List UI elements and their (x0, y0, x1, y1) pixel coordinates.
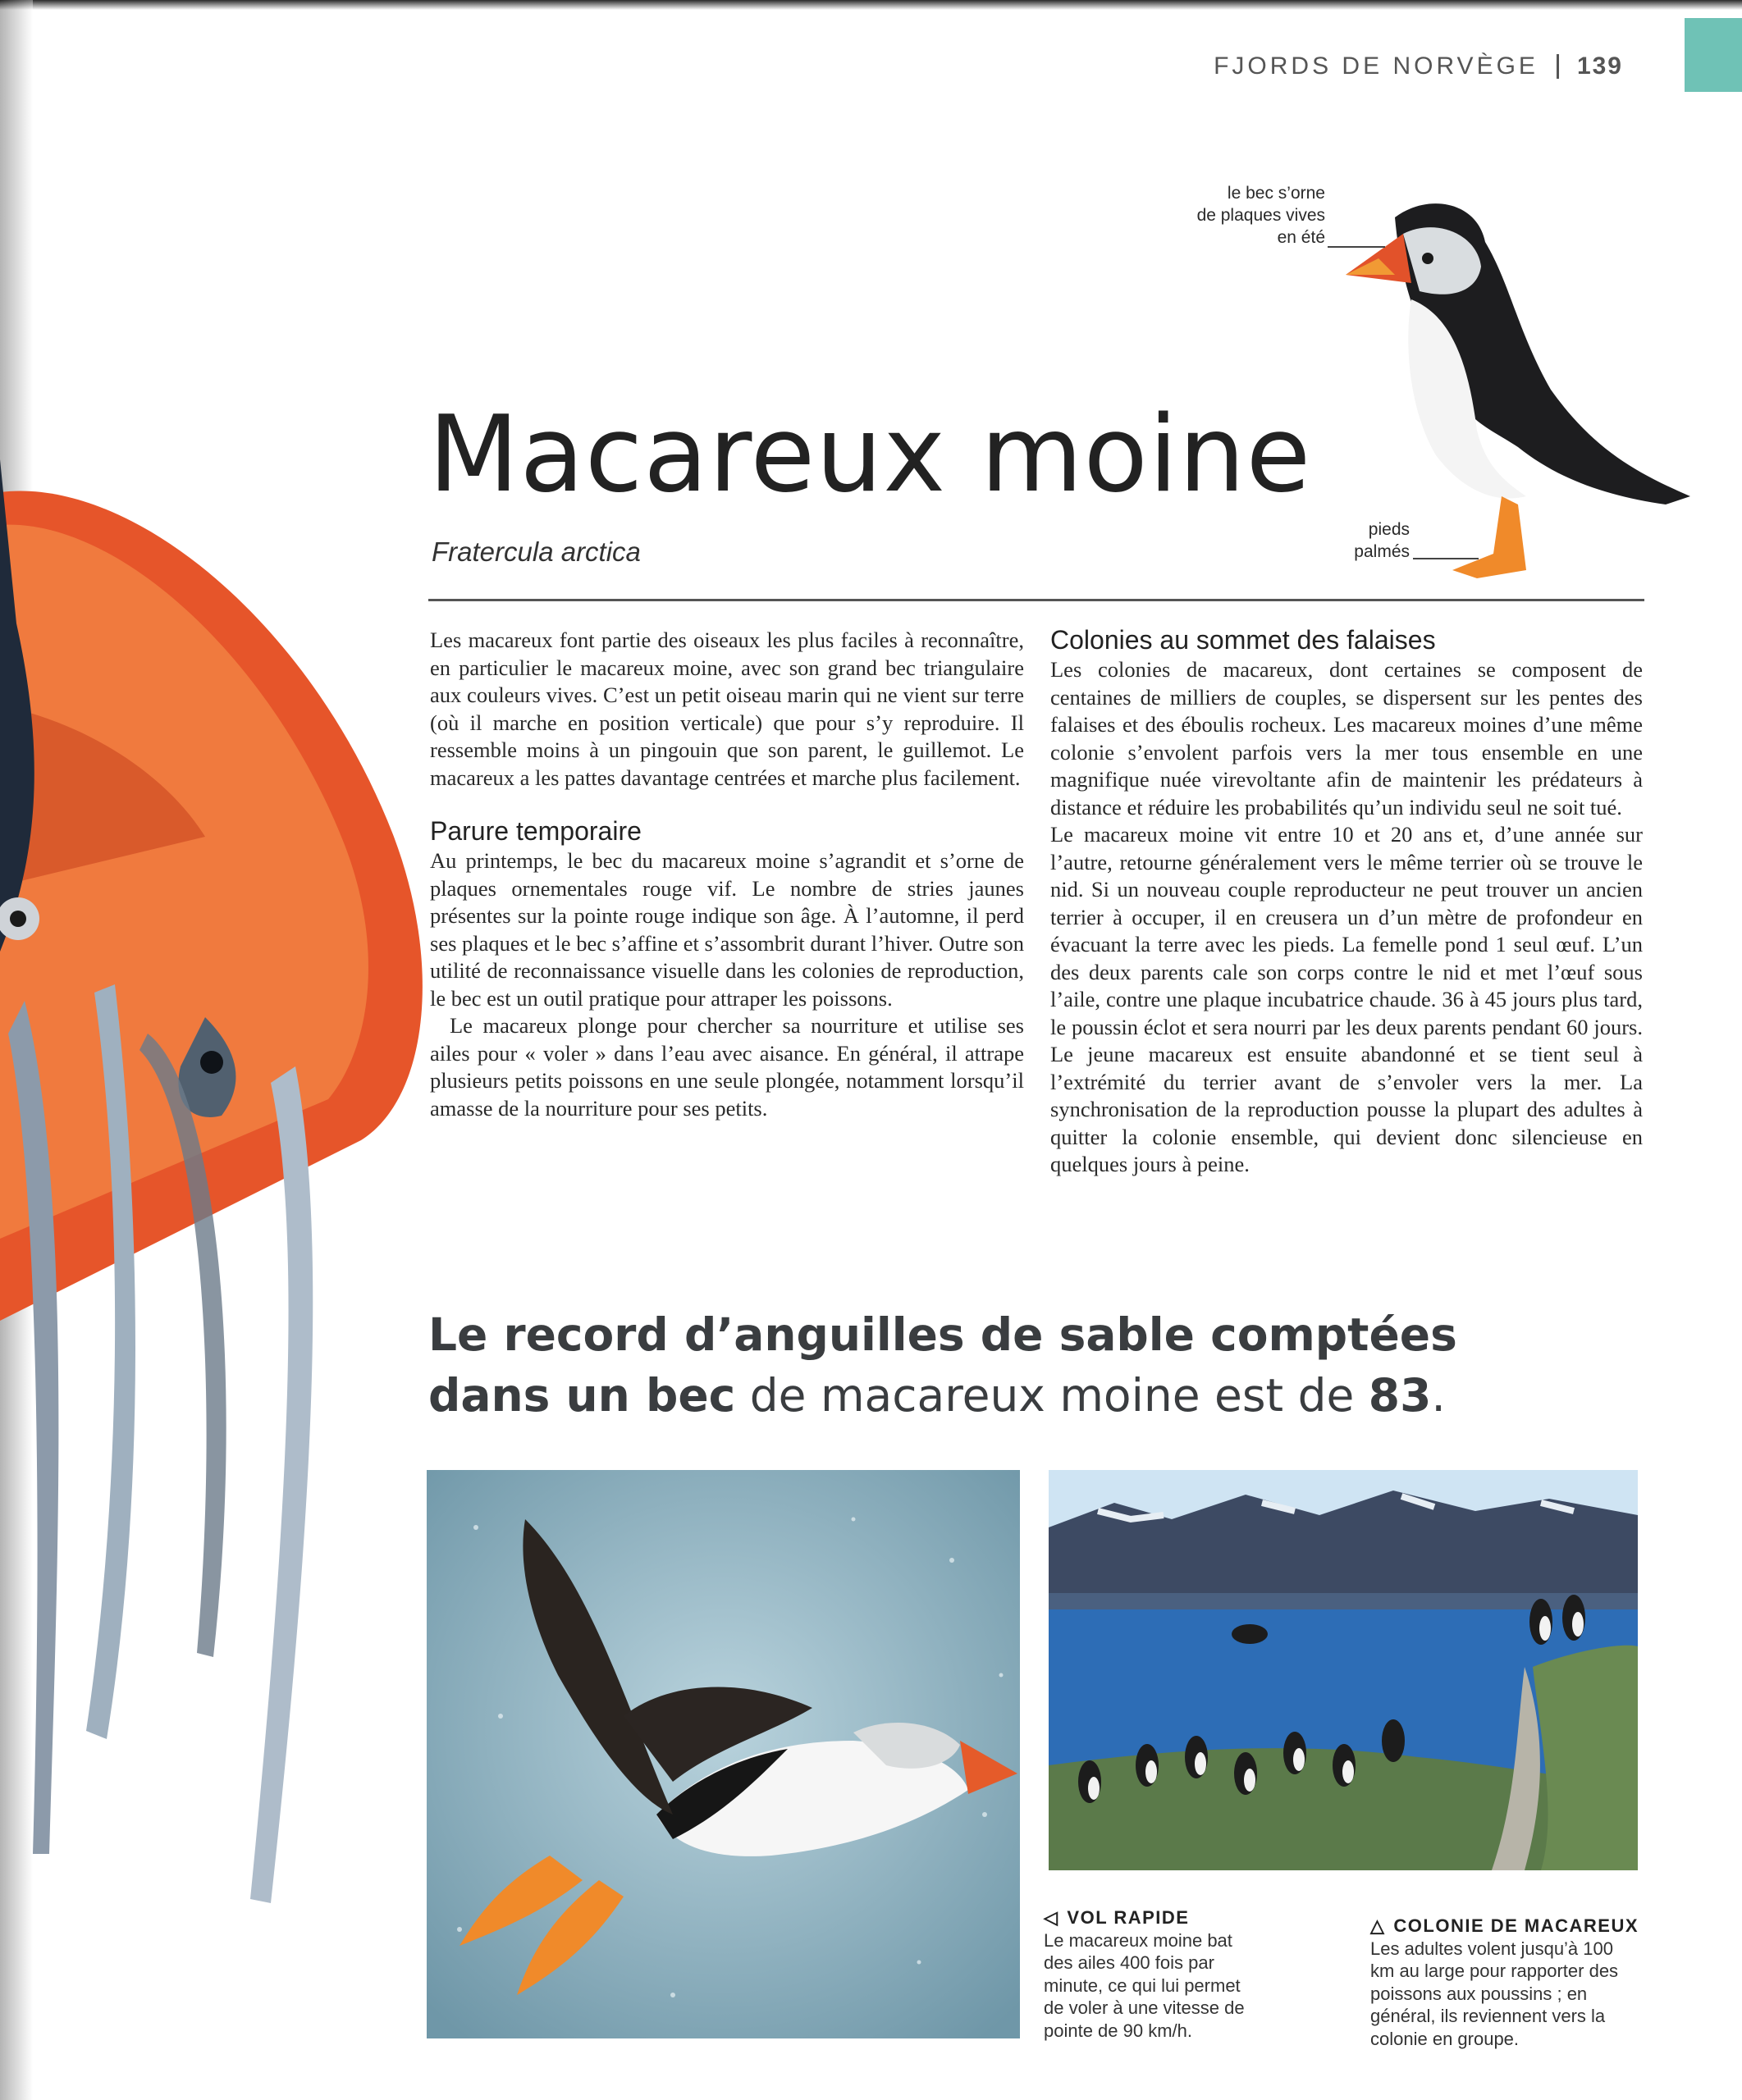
puffin-with-fish-image (0, 459, 443, 1952)
callout-feet-line-1: pieds (1368, 520, 1410, 539)
caption-colony-title (1370, 1915, 1641, 1938)
callout-feet-line-2: palmés (1354, 542, 1410, 561)
callout-beak-line-2: de plaques vives (1196, 206, 1325, 225)
callout-beak-line-3: en été (1277, 228, 1325, 247)
caption-flight (1044, 1906, 1265, 2042)
chapter-tab-marker (1685, 18, 1742, 92)
section-heading-parure: Parure temporaire (430, 816, 642, 846)
caption-flight-title (1044, 1906, 1265, 1929)
callout-feet (1313, 518, 1410, 563)
running-header (1214, 52, 1623, 80)
intro-paragraph: Les macareux font partie des oiseaux les plus faciles à reconnaître, en particulier le macareux moine, avec son grand bec triangulaire aux couleurs vives. C’est un petit oiseau marin qui ne vient sur terre (où il marche en position verticale) que pour s’y reproduire. Il ressemble moins à un pingouin que son parent, le guillemot. Le macareux a les pattes davantage centrées et marche plus facilement. (430, 628, 1024, 790)
puffin-colony-photo (1049, 1470, 1638, 1870)
caption-colony (1370, 1915, 1641, 2050)
article-title: Macareux moine (428, 394, 1312, 516)
text-column-left (430, 627, 1024, 1122)
section-heading-colonies: Colonies au sommet des falaises (1050, 625, 1436, 655)
title-rule (428, 599, 1644, 601)
parure-paragraph-2: Le macareux plonge pour chercher sa nourriture et utilise ses ailes pour « voler » dans l’eau avec aisance. En général, il attrape plusieurs petits poissons en une seule plongée, notamment lorsqu’il amasse de la nourriture pour ses petits. (430, 1013, 1024, 1121)
caption-flight-text: Le macareux moine bat des ailes 400 fois par minute, ce qui lui permet de voler à une vitesse de pointe de 90 km/h. (1044, 1929, 1245, 2041)
parure-paragraph-1: Au printemps, le bec du macareux moine s’agrandit et s’orne de plaques ornementales rouge vif. Le nombre de stries jaunes présentes sur la pointe rouge indique son âge. À l’automne, il perd ses plaques et le bec s’affine et s’assombrit durant l’hiver. Outre son utilité de reconnaissance visuelle dans les colonies de reproduction, le bec est un outil pratique pour attraper les poissons. (430, 848, 1024, 1011)
page-top-shadow (0, 0, 1742, 10)
left-arrow-icon: ◁ (1044, 1907, 1059, 1928)
quote-regular: de macareux moine est de (735, 1369, 1369, 1422)
up-triangle-icon: △ (1370, 1915, 1386, 1936)
callout-beak-line-1: le bec s’orne (1227, 184, 1325, 203)
quote-bold-1: Le record d’anguilles de sable comptées (428, 1308, 1457, 1361)
page-number: 139 (1576, 52, 1623, 80)
caption-flight-heading: VOL RAPIDE (1067, 1907, 1190, 1928)
text-column-right (1050, 623, 1643, 1179)
caption-colony-text: Les adultes volent jusqu’à 100 km au large pour rapporter des poissons aux poussins ; en général, ils reviennent vers la colonie en groupe. (1370, 1938, 1619, 2049)
pull-quote (428, 1304, 1457, 1426)
callout-beak (1173, 182, 1325, 249)
colonies-paragraph-2: Le macareux moine vit entre 10 et 20 ans et, d’une année sur l’autre, retourne généralement vers le même terrier où se trouve le nid. Si un nouveau couple reproducteur ne peut trouver un ancien terrier à occuper, il en creusera un d’un mètre de profondeur en évacuant la terre avec les pieds. La femelle pond 1 seul œuf. L’un des deux parents cale son corps contre le nid et met l’œuf sous l’aile, contre une plaque incubatrice chaude. 36 à 45 jours plus tard, le poussin éclot et sera nourri par les deux parents pendant 60 jours. Le jeune macareux est ensuite abandonné et se tient seul à l’extrémité du terrier avant de s’envoler vers la mer. La synchronisation de la reproduction pousse la plupart des adultes à quitter la colonie ensemble, qui devient donc silencieuse en quelques jours à peine. (1050, 822, 1643, 1176)
scientific-name: Fratercula arctica (432, 536, 641, 567)
quote-end: . (1431, 1369, 1446, 1422)
quote-bold-2: dans un bec (428, 1369, 736, 1422)
callout-beak-leader (1328, 246, 1385, 248)
caption-colony-heading: COLONIE DE MACAREUX (1393, 1915, 1639, 1936)
header-separator (1557, 54, 1559, 79)
quote-number: 83 (1368, 1369, 1432, 1422)
callout-feet-leader (1413, 558, 1479, 559)
section-title: FJORDS DE NORVÈGE (1214, 52, 1539, 80)
flying-puffin-photo (427, 1470, 1020, 2038)
colonies-paragraph-1: Les colonies de macareux, dont certaines se composent de centaines de milliers de couples, se dispersent sur les pentes des falaises et des éboulis rocheux. Les macareux moines d’une même colonie s’envolent parfois vers la mer tous ensemble en une magnifique nuée virevoltante afin de maintenir les prédateurs à distance et réduire les probabilités qu’un individu seul ne soit tué. (1050, 657, 1643, 819)
